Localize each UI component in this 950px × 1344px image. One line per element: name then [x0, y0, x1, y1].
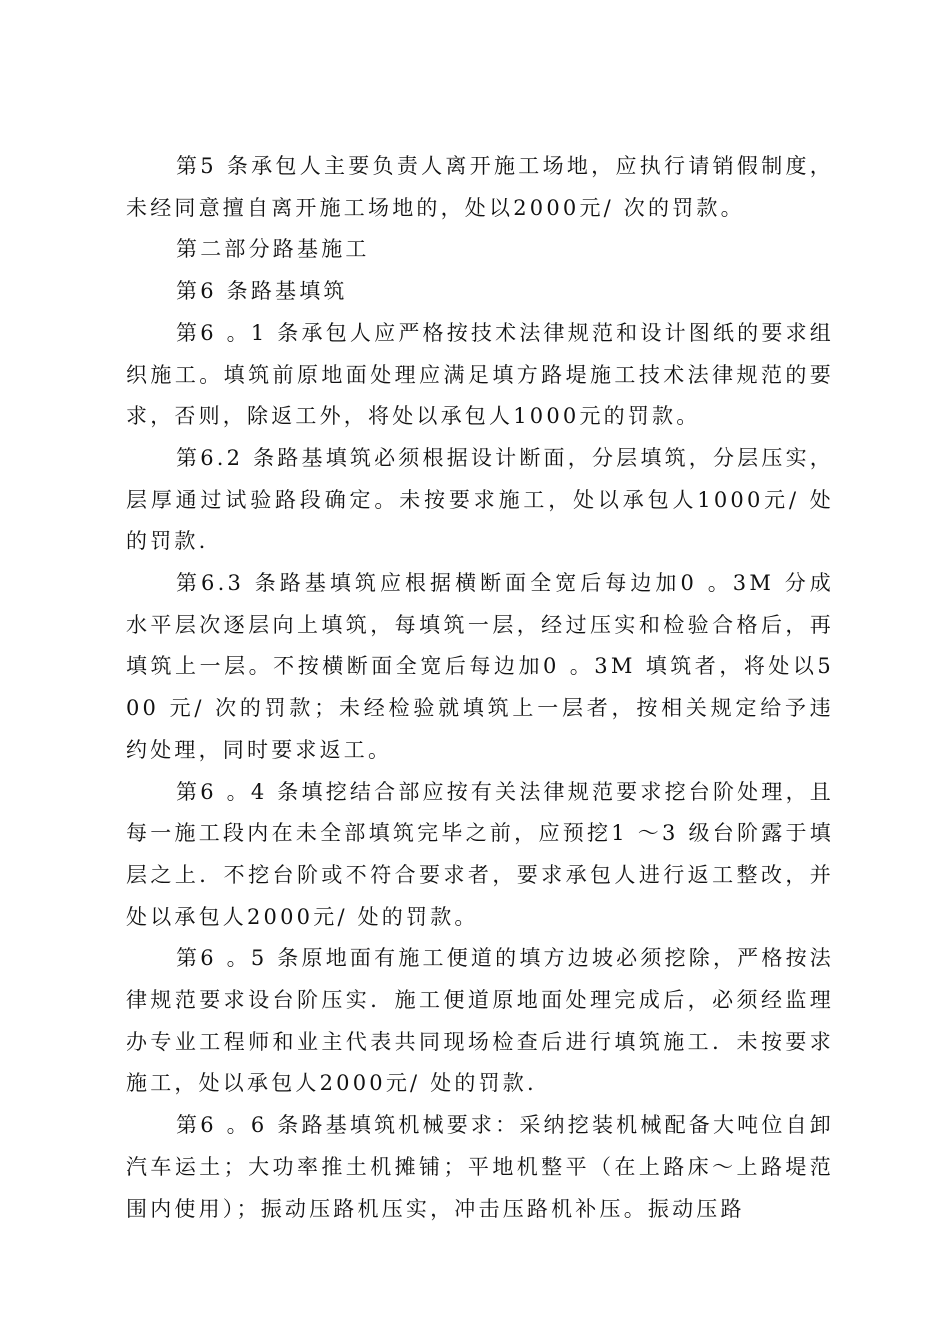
section-heading-part-2: 第二部分路基施工: [176, 237, 370, 262]
paragraph-article-6-3: 第6.3 条路基填筑应根据横断面全宽后每边加0 。3M 分成水平层次逐层向上填筑，每填筑一层，经过压实和检验合格后，再填筑上一层。不按横断面全宽后每边加0 。3M 填筑者，将处以500 元/ 次的罚款；未经检验就填筑上一层者，按相关规定给予违约处理，同时要求返工。: [126, 571, 834, 762]
paragraph-article-6-4: 第6 。4 条填挖结合部应按有关法律规范要求挖台阶处理，且每一施工段内在未全部填筑完毕之前，应预挖1 ～3 级台阶露于填层之上．不挖台阶或不符合要求者，要求承包人进行返工整改，并处以承包人2000元/ 处的罚款。: [126, 779, 834, 929]
paragraph-article-6-6: 第6 。6 条路基填筑机械要求：采纳挖装机械配备大吨位自卸汽车运土；大功率推土机摊铺；平地机整平（在上路床～上路堤范围内使用）；振动压路机压实，冲击压路机补压。振动压路: [126, 1113, 834, 1221]
paragraph-article-6-2: 第6.2 条路基填筑必须根据设计断面，分层填筑，分层压实，层厚通过试验路段确定。未按要求施工，处以承包人1000元/ 处的罚款.: [126, 445, 834, 554]
paragraph-article-6-1: 第6 。1 条承包人应严格按技术法律规范和设计图纸的要求组织施工。填筑前原地面处理应满足填方路堤施工技术法律规范的要求，否则，除返工外，将处以承包人1000元的罚款。: [126, 320, 834, 429]
article-heading-6: 第6 条路基填筑: [176, 279, 348, 304]
paragraph-article-5: 第5 条承包人主要负责人离开施工场地，应执行请销假制度，未经同意擅自离开施工场地的，处以2000元/ 次的罚款。: [126, 154, 834, 220]
document-body: [126, 146, 834, 1230]
paragraph-article-6-5: 第6 。5 条原地面有施工便道的填方边坡必须挖除，严格按法律规范要求设台阶压实．施工便道原地面处理完成后，必须经监理办专业工程师和业主代表共同现场检查后进行填筑施工．未按要求施工，处以承包人2000元/ 处的罚款.: [126, 946, 834, 1096]
